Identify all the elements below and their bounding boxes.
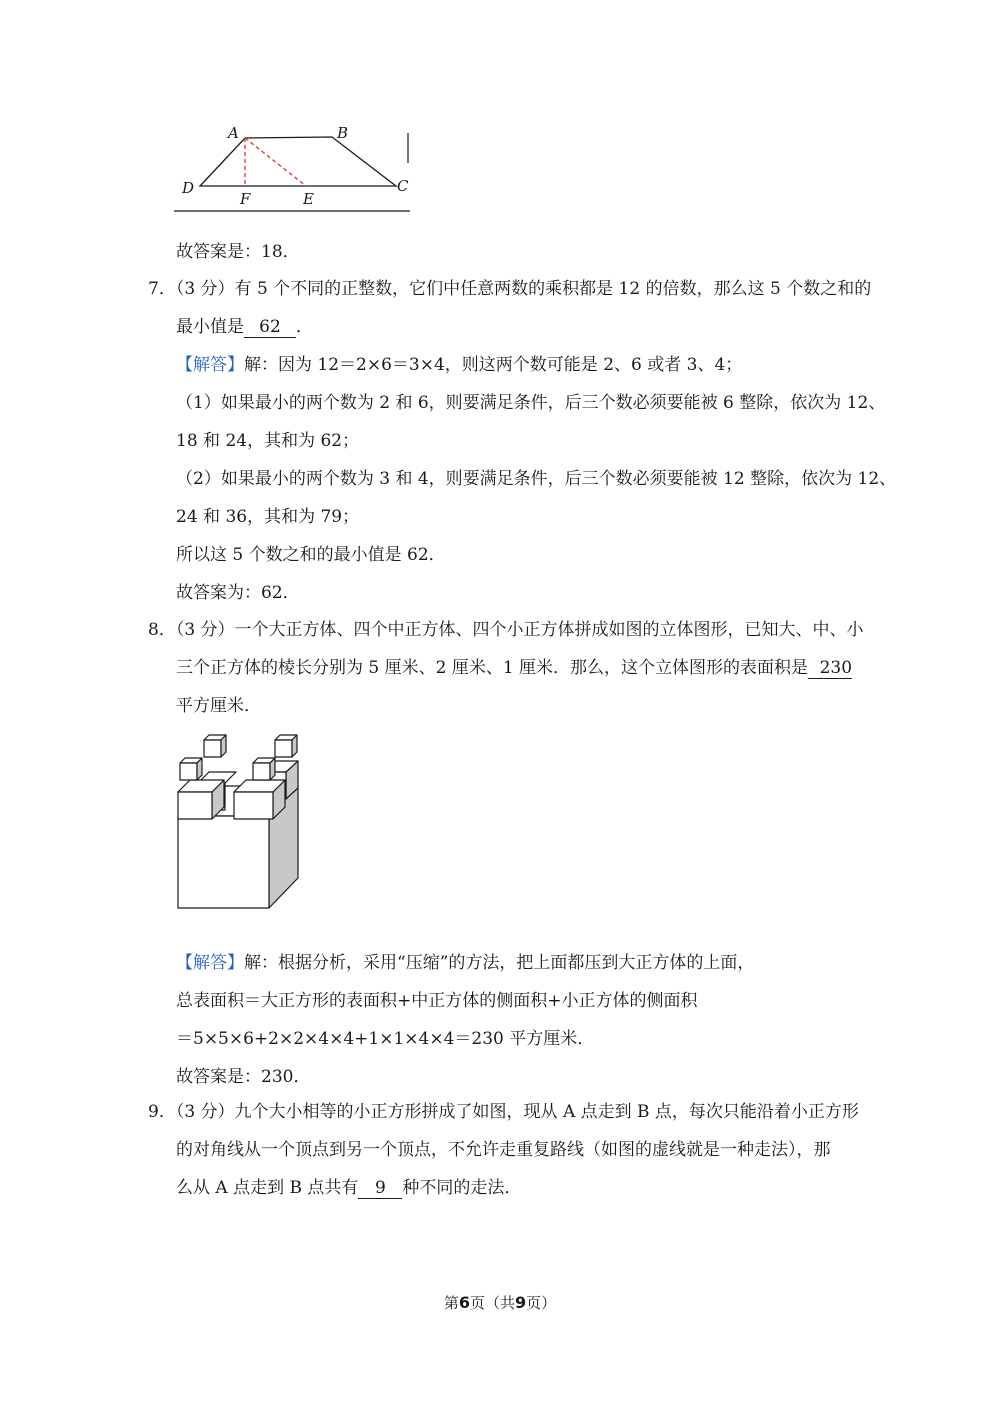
q7-answer: 故答案为：62． (176, 583, 300, 603)
small-cube-3-front (180, 763, 197, 780)
label-f: F (240, 190, 251, 208)
q7-stem-line1: 7．（3 分）有 5 个不同的正整数，它们中任意两数的乘积都是 12 的倍数，那么这 5 个数之和的 (148, 279, 872, 299)
q8-solution-text: 解：根据分析，采用“压缩”的方法，把上面都压到大正方体的上面， (244, 953, 755, 973)
footer-page-number: 6 (458, 1293, 470, 1312)
q8-stem-prefix: 三个正方体的棱长分别为 5 厘米、2 厘米、1 厘米．那么，这个立体图形的表面积是 (176, 658, 809, 678)
footer-middle: 页（共 (469, 1294, 515, 1312)
footer-total-pages: 9 (515, 1293, 527, 1312)
label-b: B (337, 125, 349, 142)
q9-stem-prefix: 么从 A 点走到 B 点共有 (176, 1178, 359, 1198)
q8-solution-line3: ＝5×5×6+2×2×4×4+1×1×4×4＝230 平方厘米． (176, 1029, 595, 1049)
footer-suffix: 页） (526, 1294, 557, 1312)
label-c: C (397, 177, 409, 195)
q7-case1-line1: （1）如果最小的两个数为 2 和 6，则要满足条件，后三个数必须要能被 6 整除，依次为 12、 (176, 393, 886, 413)
small-cube-1-front (204, 740, 221, 757)
small-cube-4-front (253, 763, 270, 780)
q7-stem-suffix: ． (296, 317, 313, 337)
q7-case2-line2: 24 和 36，其和为 79； (176, 507, 360, 527)
q7-stem-line2 (176, 315, 313, 339)
q8-solution-tag: 【解答】 (176, 953, 244, 973)
q8-answer-blank: 230 (808, 658, 852, 679)
q7-solution-tag: 【解答】 (176, 355, 244, 375)
q9-answer-blank: 9 (358, 1178, 402, 1199)
q9-stem-line1: 9．（3 分）九个大小相等的小正方形拼成了如图，现从 A 点走到 B 点，每次只能沿着小正方形 (148, 1102, 859, 1122)
q8-stem-line2 (176, 656, 852, 680)
q7-case1-line2: 18 和 24，其和为 62； (176, 431, 360, 451)
page-footer (0, 1292, 1000, 1314)
big-cube-front (178, 816, 269, 908)
q8-stem-line1: 8．（3 分）一个大正方体、四个中正方体、四个小正方体拼成如图的立体图形，已知大、中、小 (148, 620, 864, 640)
q8-stem-line3: 平方厘米． (176, 696, 261, 716)
label-a: A (228, 125, 239, 142)
trapezoid-figure (170, 125, 420, 215)
q9-stem-suffix: 种不同的走法． (402, 1178, 522, 1198)
cube-tower-figure (174, 728, 314, 913)
q7-solution-intro (176, 353, 742, 377)
q7-stem-prefix: 最小值是 (176, 317, 244, 337)
footer-prefix: 第 (443, 1294, 459, 1312)
q8-answer: 故答案是：230． (176, 1067, 311, 1087)
q6-answer: 故答案是：18． (176, 242, 300, 262)
q8-solution-line2: 总表面积＝大正方形的表面积+中正方体的侧面积+小正方体的侧面积 (176, 991, 698, 1011)
q7-solution-text: 解：因为 12＝2×6＝3×4，则这两个数可能是 2、6 或者 3、4； (244, 355, 743, 375)
trapezoid-shape (200, 137, 396, 186)
q7-answer-blank: 62 (244, 317, 296, 338)
segment-ae-dashed (245, 138, 306, 186)
q7-case2-line1: （2）如果最小的两个数为 3 和 4，则要满足条件，后三个数必须要能被 12 整除，依次为 12、 (176, 469, 897, 489)
label-e: E (303, 190, 314, 208)
small-cube-2-front (275, 740, 292, 757)
q8-solution-line1 (176, 951, 754, 975)
q9-stem-line3 (176, 1176, 521, 1200)
q9-stem-line2: 的对角线从一个顶点到另一个顶点，不允许走重复路线（如图的虚线就是一种走法），那 (176, 1140, 831, 1160)
label-d: D (182, 179, 195, 197)
middle-cube-front-right-front (234, 792, 273, 819)
middle-cube-front-left-front (178, 792, 212, 819)
q7-conclusion: 所以这 5 个数之和的最小值是 62． (176, 545, 446, 565)
